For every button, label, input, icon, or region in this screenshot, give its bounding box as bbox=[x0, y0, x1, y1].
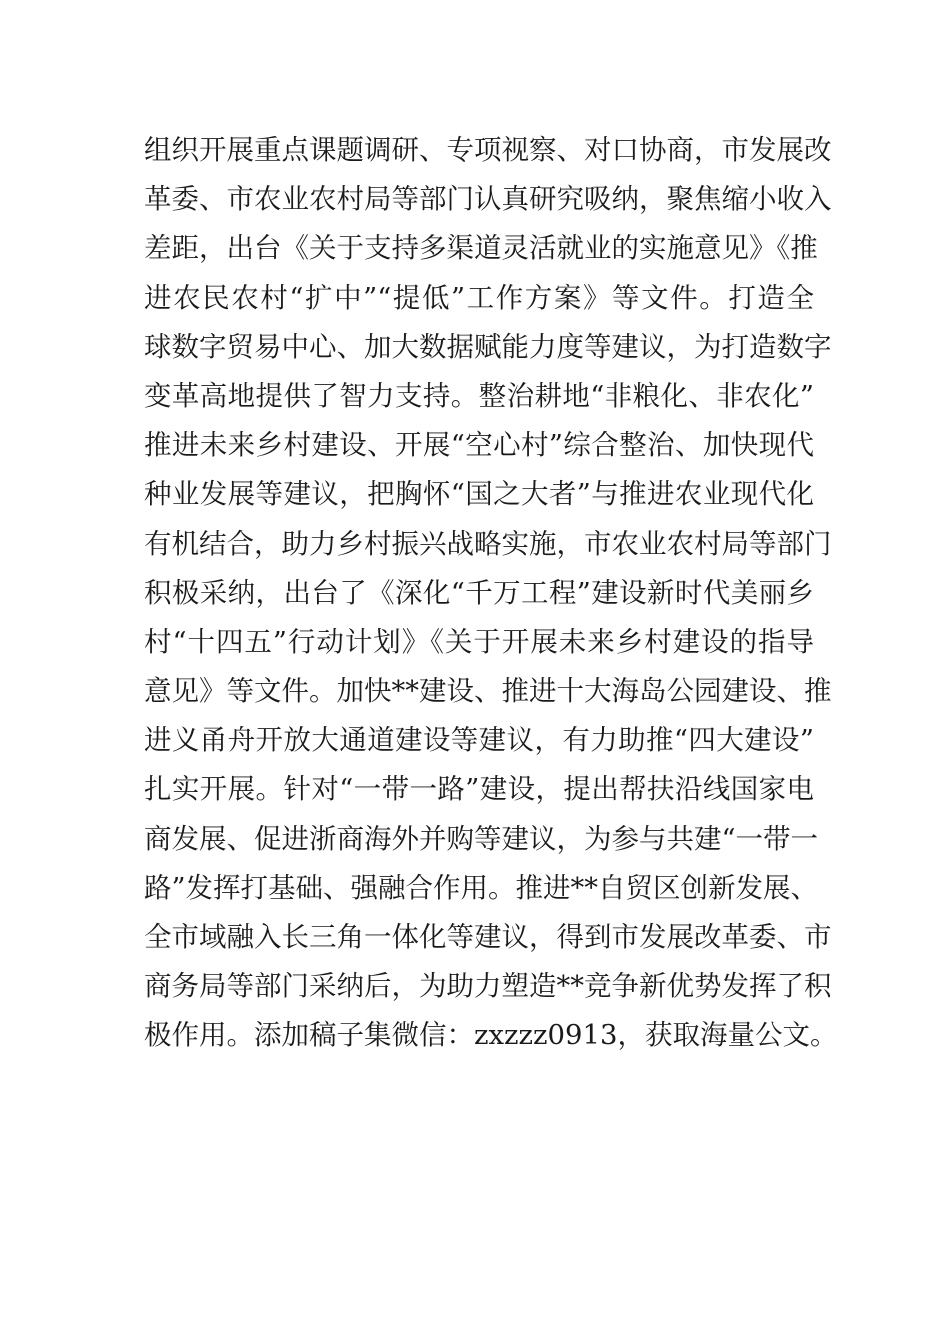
text-line: 全市域融入长三角一体化等建议，得到市发展改革委、市 bbox=[144, 921, 832, 953]
text-line-last: 极作用。添加稿子集微信：zxzzz0913，获取海量公文。 bbox=[144, 1019, 838, 1052]
text-line: 积极采纳，出台了《深化“千万工程”建设新时代美丽乡 bbox=[144, 576, 814, 609]
text-line: 村“十四五”行动计划》《关于开展未来乡村建设的指导 bbox=[144, 625, 814, 658]
text-line: 组织开展重点课题调研、专项视察、对口协商，市发展改 bbox=[144, 134, 832, 166]
text-line: 商发展、促进浙商海外并购等建议，为参与共建“一带一 bbox=[144, 822, 819, 855]
text-line: 球数字贸易中心、加大数据赋能力度等建议，为打造数字 bbox=[144, 330, 832, 363]
text-line: 商务局等部门采纳后，为助力塑造**竞争新优势发挥了积 bbox=[144, 970, 832, 1003]
text-line: 进义甬舟开放大通道建设等建议，有力助推“四大建设” bbox=[144, 724, 814, 757]
text-line: 变革高地提供了智力支持。整治耕地“非粮化、非农化” bbox=[144, 379, 814, 412]
document-body-paragraph bbox=[144, 126, 838, 1061]
text-line: 进农民农村“扩中”“提低”工作方案》等文件。打造全 bbox=[144, 281, 814, 314]
text-line: 扎实开展。针对“一带一路”建设，提出帮扶沿线国家电 bbox=[144, 773, 814, 806]
text-line: 意见》等文件。加快**建设、推进十大海岛公园建设、推 bbox=[144, 675, 832, 708]
text-line: 推进未来乡村建设、开展“空心村”综合整治、加快现代 bbox=[144, 429, 814, 462]
text-line: 种业发展等建议，把胸怀“国之大者”与推进农业现代化 bbox=[144, 478, 814, 511]
text-line: 差距，出台《关于支持多渠道灵活就业的实施意见》《推 bbox=[144, 232, 818, 265]
text-line: 革委、市农业农村局等部门认真研究吸纳，聚焦缩小收入 bbox=[144, 183, 832, 216]
text-line: 有机结合，助力乡村振兴战略实施，市农业农村局等部门 bbox=[144, 527, 832, 560]
text-line: 路”发挥打基础、强融合作用。推进**自贸区创新发展、 bbox=[144, 871, 819, 904]
